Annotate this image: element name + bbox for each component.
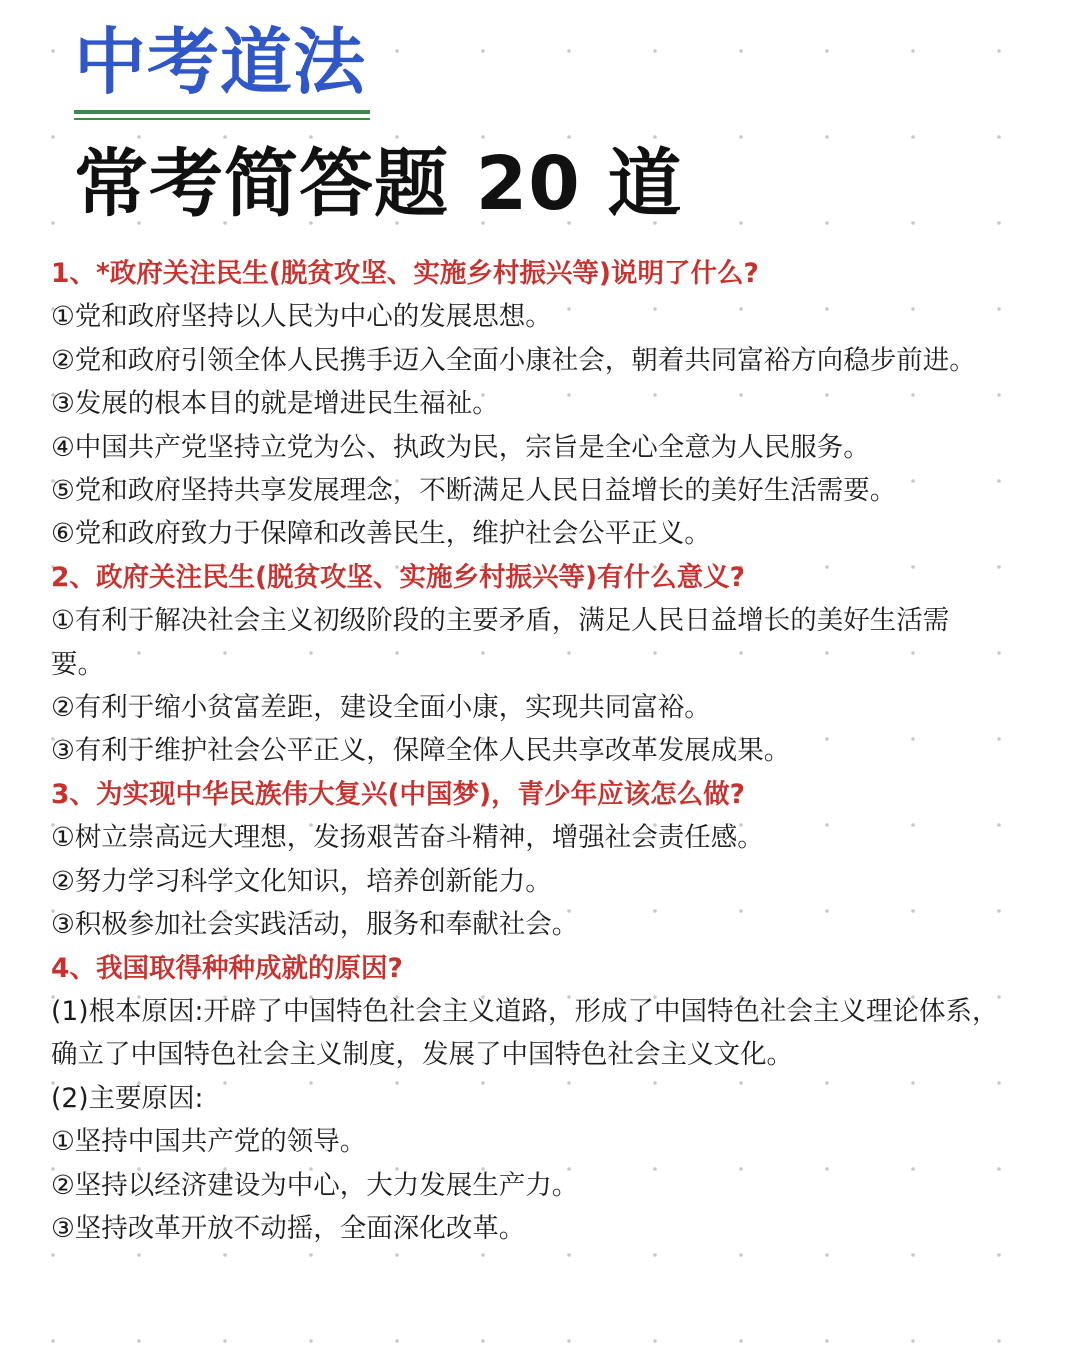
question-2: 2、政府关注民生(脱贫攻坚、实施乡村振兴等)有什么意义? xyxy=(51,561,746,593)
question-4: 4、我国取得种种成就的原因? xyxy=(51,952,403,984)
subject-underline-thin xyxy=(74,118,370,120)
answer-1-1: ①党和政府坚持以人民为中心的发展思想。 xyxy=(51,301,552,333)
answer-2-3: ③有利于维护社会公平正义，保障全体人民共享改革发展成果。 xyxy=(51,735,791,767)
answer-4-4: ②坚持以经济建设为中心，大力发展生产力。 xyxy=(51,1169,579,1201)
answer-4-5: ③坚持改革开放不动摇，全面深化改革。 xyxy=(51,1212,526,1244)
page-header xyxy=(74,22,683,230)
subject-underline xyxy=(74,110,370,114)
subject-title: 中考道法 xyxy=(74,20,367,104)
answer-1-3: ③发展的根本目的就是增进民生福祉。 xyxy=(51,388,499,420)
answer-3-2: ②努力学习科学文化知识，培养创新能力。 xyxy=(51,865,552,897)
question-1: 1、*政府关注民生(脱贫攻坚、实施乡村振兴等)说明了什么? xyxy=(51,258,759,289)
answer-1-6: ⑥党和政府致力于保障和改善民生，维护社会公平正义。 xyxy=(51,518,711,550)
answer-4-3: ①坚持中国共产党的领导。 xyxy=(51,1126,367,1158)
answer-1-4: ④中国共产党坚持立党为公、执政为民，宗旨是全心全意为人民服务。 xyxy=(51,431,870,463)
answer-4-1: (1)根本原因:开辟了中国特色社会主义道路，形成了中国特色社会主义理论体系，确立了中国特色社会主义制度，发展了中国特色社会主义文化。 xyxy=(51,995,999,1071)
answer-3-1: ①树立崇高远大理想，发扬艰苦奋斗精神，增强社会责任感。 xyxy=(51,822,764,854)
answer-1-5: ⑤党和政府坚持共享发展理念，不断满足人民日益增长的美好生活需要。 xyxy=(51,475,897,507)
answer-1-2: ②党和政府引领全体人民携手迈入全面小康社会，朝着共同富裕方向稳步前进。 xyxy=(51,344,976,376)
qa-content xyxy=(51,252,1001,1250)
answer-4-2: (2)主要原因: xyxy=(51,1082,204,1114)
answer-3-3: ③积极参加社会实践活动，服务和奉献社会。 xyxy=(51,909,579,941)
answer-2-2: ②有利于缩小贫富差距，建设全面小康，实现共同富裕。 xyxy=(51,692,711,724)
question-3: 3、为实现中华民族伟大复兴(中国梦)，青少年应该怎么做? xyxy=(51,778,746,810)
answer-2-1: ①有利于解决社会主义初级阶段的主要矛盾，满足人民日益增长的美好生活需要。 xyxy=(51,605,950,680)
page-title: 常考简答题 20 道 xyxy=(74,141,683,227)
